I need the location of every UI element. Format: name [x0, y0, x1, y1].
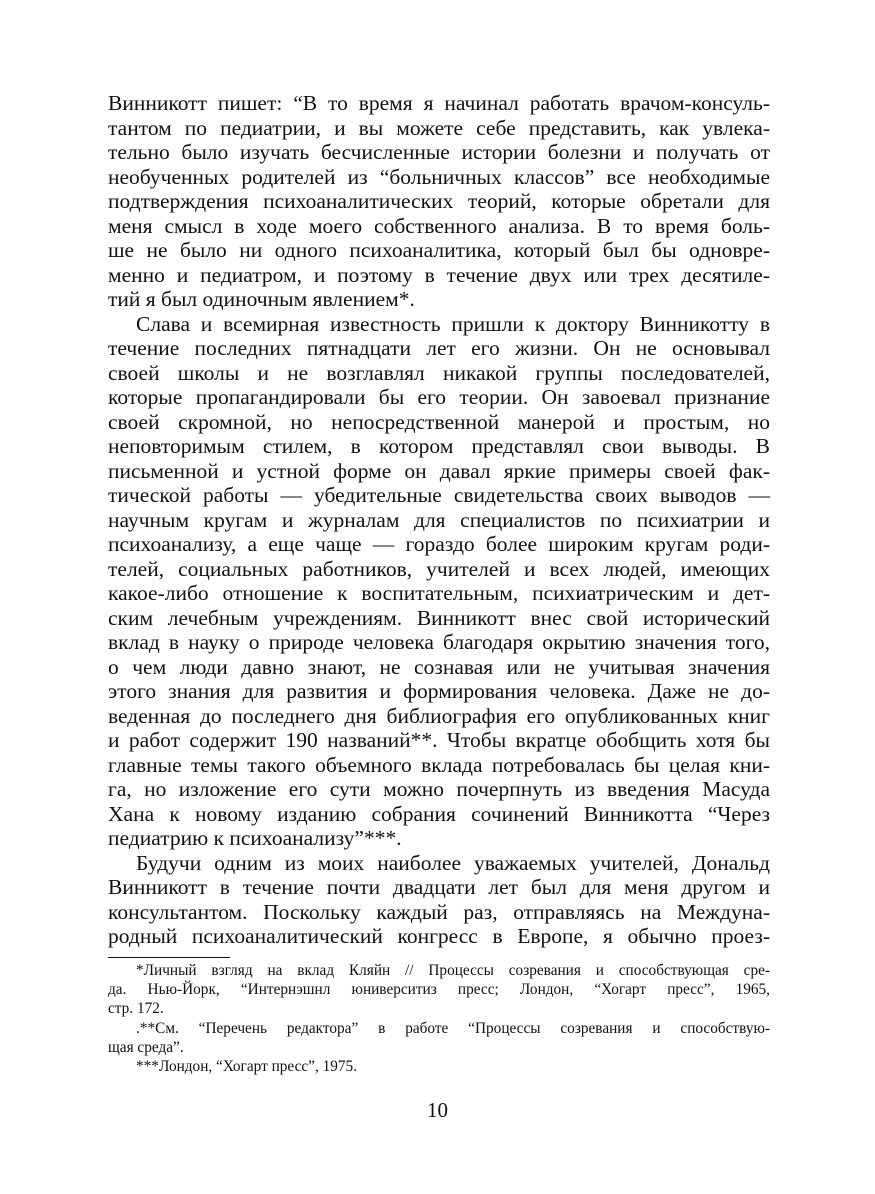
text-line: Винникотт в течение почти двадцати лет был для меня другом и [108, 875, 770, 899]
page-number: 10 [427, 1098, 448, 1122]
text-line: этого знания для развития и формирования человека. Даже не до- [108, 679, 770, 703]
text-line: психоанализу, а еще чаще — гораздо более широким кругам роди- [108, 532, 770, 556]
text-line: Будучи одним из моих наиболее уважаемых учителей, Дональд [136, 850, 770, 875]
text-line: Винникотт пишет: “В то время я начинал работать врачом-консуль- [108, 91, 770, 115]
text-line: которые пропагандировали бы его теории. Он завоевал признание [108, 385, 770, 409]
text-line: подтверждения психоаналитических теорий, которые обретали для [108, 189, 770, 213]
text-line: Хана к новому изданию собрания сочинений Винникотта “Через [108, 801, 770, 826]
text-line: тий я был одиночным явлением*. [108, 287, 415, 311]
footnote-line: *Личный взгляд на вклад Кляйн // Процессы созревания и способствующая сре- [136, 962, 770, 979]
text-line: письменной и устной форме он давал яркие примеры своей фак- [108, 458, 770, 483]
main-text [108, 91, 770, 949]
footnote-line: да. Нью-Йорк, “Интернэшнл юниверситиз пресс; Лондон, “Хогарт пресс”, 1965, [108, 981, 770, 999]
text-line: какое-либо отношение к воспитательным, психиатрическим и дет- [108, 581, 770, 605]
text-line: научным кругам и журналам для специалистов по психиатрии и [108, 507, 770, 532]
footnote-divider [108, 957, 230, 958]
text-line: родный психоаналитический конгресс в Европе, я обычно проез- [108, 924, 770, 948]
footnotes [108, 961, 770, 1076]
text-line: га, но изложение его сути можно почерпнуть из введения Масуда [108, 777, 770, 801]
text-line: ше не было ни одного психоаналитика, который был бы одновре- [108, 238, 770, 262]
text-line: течение последних пятнадцати лет его жизни. Он не основывал [108, 336, 770, 360]
text-line: меня смысл в ходе моего собственного анализа. В то время боль- [108, 213, 770, 238]
text-line: менно и педиатром, и поэтому в течение двух или трех десятиле- [108, 262, 770, 287]
footnote-line: ***Лондон, “Хогарт пресс”, 1975. [136, 1058, 358, 1076]
text-line: тической работы — убедительные свидетельства своих выводов — [108, 483, 770, 507]
text-line: своей скромной, но непосредственной манерой и простым, но [108, 409, 770, 434]
text-line: главные темы такого объемного вклада потребовалась бы целая кни- [108, 752, 770, 777]
text-line: неповторимым стилем, в котором представлял свои выводы. В [108, 434, 770, 458]
text-line: педиатрию к психоанализу”***. [108, 826, 402, 850]
text-line: телей, социальных работников, учителей и всех людей, имеющих [108, 556, 770, 581]
text-line: ским лечебным учреждениям. Винникотт внес свой исторический [108, 605, 770, 630]
text-line: и работ содержит 190 названий**. Чтобы вкратце обобщить хотя бы [108, 728, 770, 752]
footnote-line: щая среда”. [108, 1038, 184, 1056]
footnote-line: .**См. “Перечень редактора” в работе “Процессы созревания и способствую- [136, 1019, 770, 1037]
text-line: консультантом. Поскольку каждый раз, отправляясь на Междуна- [108, 899, 770, 924]
text-line: своей школы и не возглавлял никакой группы последователей, [108, 360, 770, 385]
text-line: Слава и всемирная известность пришли к доктору Винникотту в [136, 311, 770, 336]
footnote-line: стр. 172. [108, 1000, 164, 1018]
text-line: необученных родителей из “больничных классов” все необходимые [108, 164, 770, 189]
text-line: вклад в науку о природе человека благодаря окрытию значения того, [108, 630, 770, 654]
text-line: о чем люди давно знают, не сознавая или не учитывая значения [108, 654, 770, 679]
text-line: тельно было изучать бесчисленные истории болезни и получать от [108, 140, 770, 164]
text-line: веденная до последнего дня библиография его опубликованных книг [108, 703, 770, 728]
text-line: тантом по педиатрии, и вы можете себе представить, как увлека- [108, 115, 770, 140]
